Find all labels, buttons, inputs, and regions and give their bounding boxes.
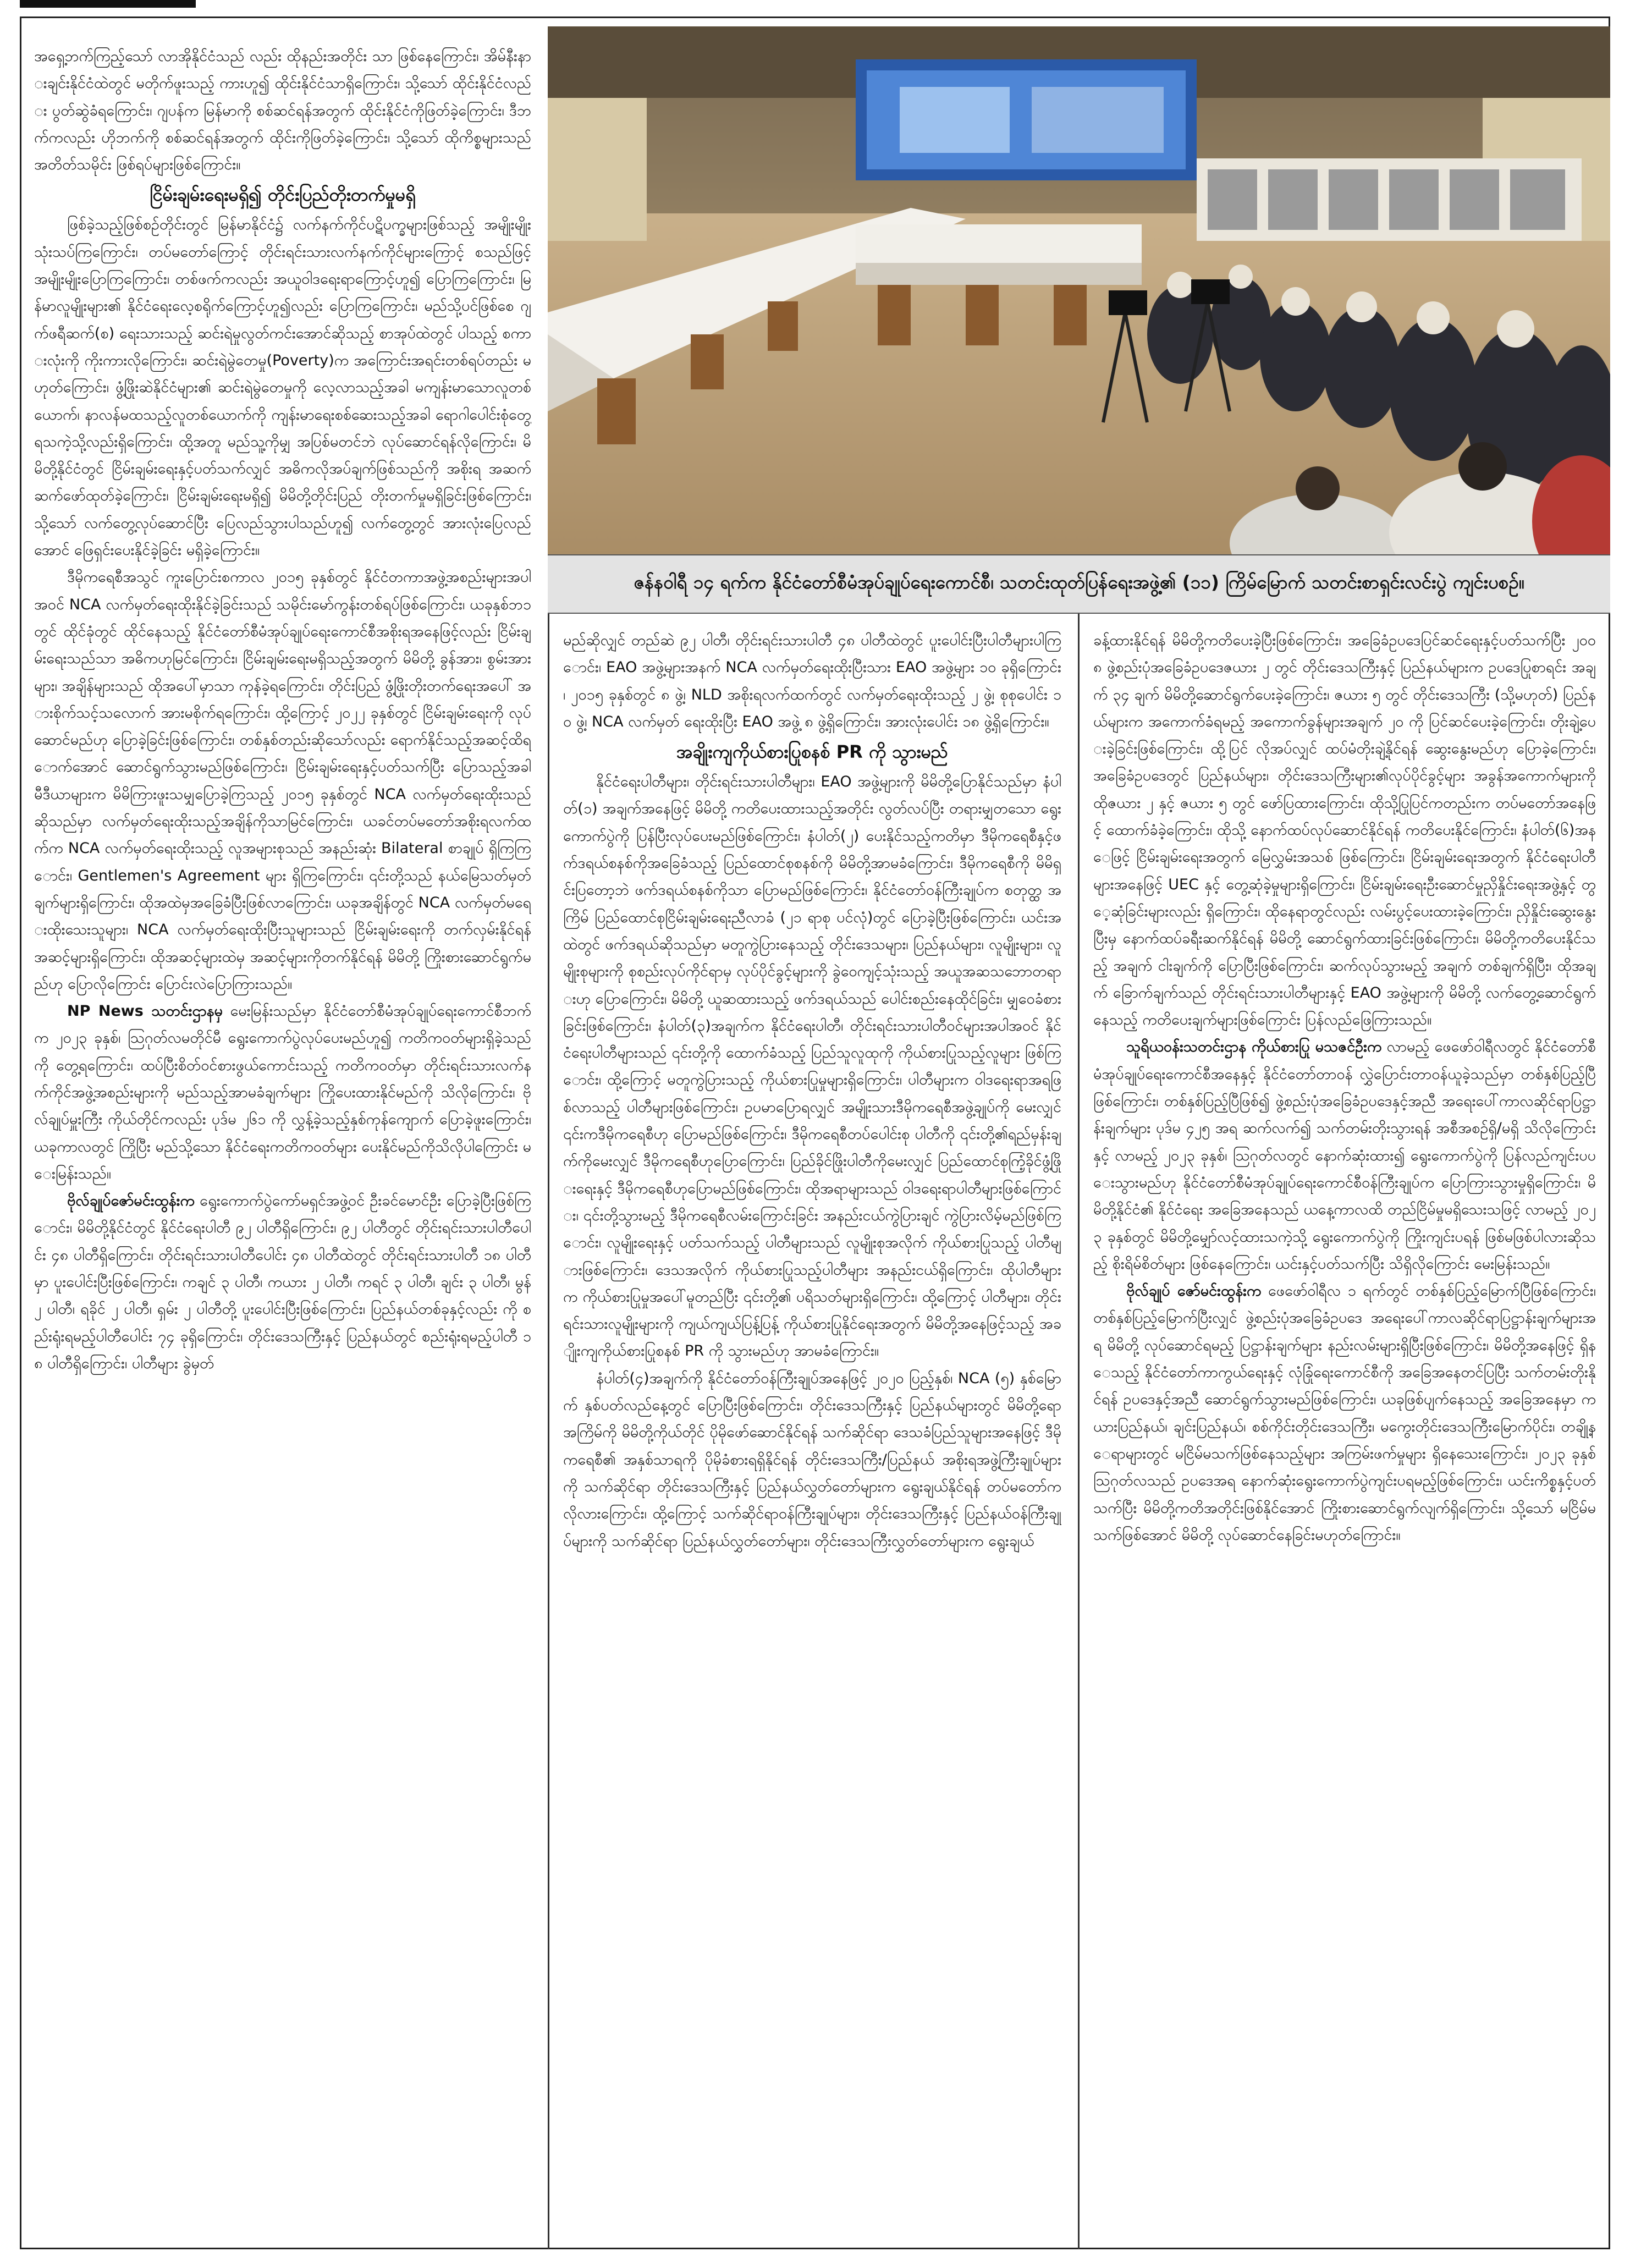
col1-paragraph-1: အရှေ့ဘက်ကြည့်သော် လာအိုနိုင်ငံသည် လည်း ထိုနည်းအတိုင်း သာ ဖြစ်နေကြောင်း၊ အိမ်နီးနားချင်းနိုင်ငံထဲတွင် မတိုက်ဖူးသည့် ကားဟူ၍ ထိုင်းနိုင်ငံသာရှိကြောင်း၊ သို့သော် ထိုင်းနိုင်ငံလည်း ပွတ်ဆွဲခံရကြောင်း၊ ဂျပန်က မြန်မာကို စစ်ဆင်ရန်အတွက် ထိုင်းနိုင်ငံကိုဖြတ်ခဲ့ကြောင်း၊ ဒီဘက်ကလည်း ဟိုဘက်ကို စစ်ဆင်ရန်အတွက် ထိုင်းကိုဖြတ်ခဲ့ကြောင်း၊ သို့သော် ထိုကိစ္စများသည် အတိတ်သမိုင်း ဖြစ်ရပ်များဖြစ်ကြောင်း။: [34, 48, 531, 174]
photo-caption: ဇန်နဝါရီ ၁၄ ရက်က နိုင်ငံတော်စီမံအုပ်ချုပ်ရေးကောင်စီ၊ သတင်းထုတ်ပြန်ရေးအဖွဲ့၏ (၁၁) ကြိမ်မြောက် သတင်းစာရှင်းလင်းပွဲ ကျင်းပစဉ်။: [634, 571, 1524, 593]
col1-paragraph-3: ဒီမိုကရေစီအသွင် ကူးပြောင်းစကာလ ၂၀၁၅ ခုနှစ်တွင် နိုင်ငံတကာအဖွဲ့အစည်းများအပါအဝင် NCA လက်မှတ်ရေးထိုးနိုင်ခဲ့ခြင်းသည် သမိုင်းမော်ကွန်းတစ်ရပ်ဖြစ်ကြောင်း၊ ယခုနှစ်ဘ၁ တွင် ထိုင်ခုံတွင် ထိုင်နေသည့် နိုင်ငံတော်စီမံအုပ်ချုပ်ရေးကောင်စီအစိုးရအနေဖြင့်လည်း ငြိမ်းချမ်းရေးသည်သာ အဓိကဟုမြင်ကြောင်း၊ ငြိမ်းချမ်းရေးမရှိသည့်အတွက် မိမိတို့ ခွန်အား၊ စွမ်းအားများ၊ အချိန်များသည် ထိုအပေါ်မှာသာ ကုန်ခဲ့ရကြောင်း၊ တိုင်းပြည် ဖွံ့ဖြိုးတိုးတက်ရေးအပေါ် အားစိုက်သင့်သလောက် အားမစိုက်ရကြောင်း၊ ထို့ကြောင့် ၂၀၂၂ ခုနှစ်တွင် ငြိမ်းချမ်းရေးကို လုပ်ဆောင်မည်ဟု ပြောခဲ့ခြင်းဖြစ်ကြောင်း၊ တစ်နှစ်တည်းဆိုသော်လည်း ရောက်နိုင်သည့်အဆင့်ထိရောက်အောင် ဆောင်ရွက်သွားမည်ဖြစ်ကြောင်း၊ ငြိမ်းချမ်းရေးနှင့်ပတ်သက်ပြီး ပြောသည့်အခါ မီဒီယာများက မိမိကြားဖူးသမျှပြောခဲ့ကြသည့် ၂၀၁၅ ခုနှစ်တွင် NCA လက်မှတ်ရေးထိုးသည်ဆိုသည်မှာ လက်မှတ်ရေးထိုးသည့်အချိန်ကိုသာမြင်ကြောင်း၊ ယခင်တပ်မတော်အစိုးရလက်ထက်က NCA လက်မှတ်ရေးထိုးသည့် လူအများစုသည် အနည်းဆုံး Bilateral စာချုပ် ရှိကြကြောင်း၊ Gentlemen's Agreement များ ရှိကြကြောင်း၊ ၎င်းတို့သည် နယ်မြေသတ်မှတ်ချက်များရှိကြောင်း၊ ထိုအထဲမှအခြေခံပြီးဖြစ်လာကြောင်း၊ ယခုအချိန်တွင် NCA လက်မှတ်မရေးထိုးသေးသူများ၊ NCA လက်မှတ်ရေးထိုးပြီးသူများသည် ငြိမ်းချမ်းရေးကို တက်လှမ်းနိုင်ရန် အဆင့်များရှိကြောင်း၊ ထိုအဆင့်များထဲမှ အဆင့်များကိုတက်နိုင်ရန် မိမိတို့ ကြိုးစားဆောင်ရွက်မည်ဟု ပြောလိုကြောင်း ပြောင်းလဲပြောကြားသည်။: [34, 569, 531, 993]
col2-paragraph-3: နံပါတ်(၄)အချက်ကို နိုင်ငံတော်ဝန်ကြီးချုပ်အနေဖြင့် ၂၀၂၀ ပြည့်နှစ်၊ NCA (၅) နှစ်မြောက် နှစ်ပတ်လည်နေ့တွင် ပြောပြီးဖြစ်ကြောင်း၊ တိုင်းဒေသကြီးနှင့် ပြည်နယ်များတွင် မိမိတို့ရောအကြိမ်ကို မိမိတို့ကိုယ်တိုင် ပိုမိုဖော်ဆောင်နိုင်ရန် သက်ဆိုင်ရာ ဒေသခံပြည်သူများအနေဖြင့် ဒီမိုကရေစီ၏ အနှစ်သာရကို ပိုမိုခံစားရရှိနိုင်ရန် တိုင်းဒေသကြီး/ပြည်နယ် အစိုးရအဖွဲ့ကြီးချုပ်များကို သက်ဆိုင်ရာ တိုင်းဒေသကြီးနှင့် ပြည်နယ်လွှတ်တော်များက ရွေးချယ်နိုင်ရန် တပ်မတော်က လိုလားကြောင်း၊ ထို့ကြောင့် သက်ဆိုင်ရာဝန်ကြီးချုပ်များ၊ တိုင်းဒေသကြီးနှင့် ပြည်နယ်ဝန်ကြီးချုပ်များကို သက်ဆိုင်ရာ ပြည်နယ်လွှတ်တော်များ၊ တိုင်းဒေသကြီးလွှတ်တော်များက ရွေးချယ်: [563, 1369, 1061, 1550]
column-rule-1: [548, 614, 549, 2249]
press-conference-photo: [548, 26, 1610, 554]
article-column-1: [34, 43, 531, 2237]
col3-paragraph-3: [1093, 1278, 1596, 1549]
col2-subheading: အချိုးကျကိုယ်စားပြုစနစ် PR ကို သွားမည်: [676, 741, 948, 763]
col1-paragraph-4-lead: NP News သတင်းဌာနမှ: [67, 1003, 223, 1020]
article-column-2: [563, 627, 1061, 2238]
col1-paragraph-2: ဖြစ်ခဲ့သည့်ဖြစ်စဉ်တိုင်းတွင် မြန်မာနိုင်ငံ၌ လက်နက်ကိုင်ပဋိပက္ခများဖြစ်သည့် အမျိုးမျိုးသုံးသပ်ကြကြောင်း၊ တပ်မတော်ကြောင့် တိုင်းရင်းသားလက်နက်ကိုင်များကြောင့် စသည်ဖြင့် အမျိုးမျိုးပြောကြကြောင်း၊ တစ်ဖက်ကလည်း အယူဝါဒရေးရာကြောင့်ဟူ၍ ပြောကြကြောင်း၊ မြန်မာလူမျိုးများ၏ နိုင်ငံရေးလေ့စရိုက်ကြောင့်ဟူ၍လည်း ပြောကြကြောင်း၊ မည်သို့ပင်ဖြစ်စေ ဂျက်ဖရီဆက်(စ) ရေးသားသည့် ဆင်းရဲမှုလွတ်ကင်းအောင်ဆိုသည့် စာအုပ်ထဲတွင် ပါသည့် စကားလုံးကို ကိုးကားလိုကြောင်း၊ ဆင်းရဲမွဲတေမှု(Poverty)က အကြောင်းအရင်းတစ်ရပ်တည်း မဟုတ်ကြောင်း၊ ဖွံ့ဖြိုးဆဲနိုင်ငံများ၏ ဆင်းရဲမွဲတေမှုကို လေ့လာသည့်အခါ မကျန်းမာသောလူတစ်ယောက်၊ နာလန်မထသည့်လူတစ်ယောက်ကို ကျန်းမာရေးစစ်ဆေးသည့်အခါ ရောဂါပေါင်းစုံတွေ့ရသကဲ့သို့လည်းရှိကြောင်း၊ ထို့အတူ မည်သူ့ကိုမျှ အပြစ်မတင်ဘဲ လုပ်ဆောင်ရန်လိုကြောင်း၊ မိမိတို့နိုင်ငံတွင် ငြိမ်းချမ်းရေးနှင့်ပတ်သက်လျှင် အဓိကလိုအပ်ချက်ဖြစ်သည်ကို အစိုးရ အဆက်ဆက်ဖော်ထုတ်ခဲ့ကြောင်း၊ ငြိမ်းချမ်းရေးမရှိ၍ မိမိတို့တိုင်းပြည် တိုးတက်မှုမရှိခြင်းဖြစ်ကြောင်း၊ သို့သော် လက်တွေ့လုပ်ဆောင်ပြီး ပြေလည်သွားပါသည်ဟူ၍ လက်တွေ့တွင် အားလုံးပြေလည်အောင် ဖြေရှင်းပေးနိုင်ခဲ့ခြင်း မရှိခဲ့ကြောင်း။: [34, 216, 531, 559]
col3-paragraph-2-body: လာမည့် ဖေဖော်ဝါရီလတွင် နိုင်ငံတော်စီမံအုပ်ချုပ်ရေးကောင်စီအနေနှင့် နိုင်ငံတော်တာဝန် လွှဲပြောင်းတာဝန်ယူခဲ့သည်မှာ တစ်နှစ်ပြည့်ပြီဖြစ်ကြောင်း၊ တစ်နှစ်ပြည့်ပြီဖြစ်၍ ဖွဲ့စည်းပုံအခြေခံဥပဒေနှင့်အညီ အရေးပေါ်ကာလဆိုင်ရာပြဋ္ဌာန်းချက်များ ပုဒ်မ ၄၂၅ အရ ဆက်လက်၍ သက်တမ်းတိုးသွားရန် အစီအစဉ်ရှိ/မရှိ သိလိုကြောင်းနှင့် လာမည့် ၂၀၂၃ ခုနှစ်၊ ဩဂုတ်လတွင် နောက်ဆုံးထား၍ ရွေးကောက်ပွဲကို ပြန်လည်ကျင်းပပေးသွားမည်ဟု နိုင်ငံတော်စီမံအုပ်ချုပ်ရေးကောင်စီဝန်ကြီးချုပ်က ပြောကြားသွားမှုရှိကြောင်း၊ မိမိတို့နိုင်ငံ၏ နိုင်ငံရေး အခြေအနေသည် ယနေ့ကာလထိ တည်ငြိမ်မှုမရှိသေးသဖြင့် လာမည့် ၂၀၂၃ ခုနှစ်တွင် မိမိတို့မျှော်လင့်ထားသကဲ့သို့ ရွေးကောက်ပွဲကို ကြိုးကျင်းပရန် ဖြစ်မဖြစ်ပါလားဆိုသည့် စိုးရိမ်စိတ်များ ဖြစ်နေကြောင်း၊ ယင်းနှင့်ပတ်သက်ပြီး သိရှိလိုကြောင်း မေးမြန်းသည်။: [1093, 1038, 1596, 1273]
col3-paragraph-2: [1093, 1033, 1596, 1278]
column-rule-2: [1078, 614, 1080, 2249]
col2-paragraph-1: မည်ဆိုလျှင် တည်ဆဲ ၉၂ ပါတီ၊ တိုင်းရင်းသားပါတီ ၄၈ ပါတီထဲတွင် ပူးပေါင်းပြီးပါတီများပါကြောင်း၊ EAO အဖွဲ့များအနက် NCA လက်မှတ်ရေးထိုးပြီးသား EAO အဖွဲ့များ ၁၀ ခုရှိကြောင်း၊ ၂၀၁၅ ခုနှစ်တွင် ၈ ဖွဲ့၊ NLD အစိုးရလက်ထက်တွင် လက်မှတ်ရေးထိုးသည့် ၂ ဖွဲ့၊ စုစုပေါင်း ၁၀ ဖွဲ့၊ NCA လက်မှတ် ရေးထိုးပြီး EAO အဖွဲ့ ၈ ဖွဲ့ရှိကြောင်း၊ အားလုံးပေါင်း ၁၈ ဖွဲ့ရှိကြောင်း။: [563, 632, 1061, 730]
col1-subheading: ငြိမ်းချမ်းရေးမရှိ၍ တိုင်းပြည်တိုးတက်မှုမရှိ: [150, 184, 416, 206]
col3-paragraph-1: ခန့်ထားနိုင်ရန် မိမိတို့ကတိပေးခဲ့ပြီးဖြစ်ကြောင်း၊ အခြေခံဥပဒေပြင်ဆင်ရေးနှင့်ပတ်သက်ပြီး ၂၀၀၈ ဖွဲ့စည်းပုံအခြေခံဥပဒေဇယား ၂ တွင် တိုင်းဒေသကြီးနှင့် ပြည်နယ်များက ဥပဒေပြုစာရင်း အချက် ၃၄ ချက် မိမိတို့ဆောင်ရွက်ပေးခဲ့ကြောင်း၊ ဇယား ၅ တွင် တိုင်းဒေသကြီး (သို့မဟုတ်) ပြည်နယ်များက အကောက်ခံရမည့် အကောက်ခွန်များအချက် ၂၀ ကို ပြင်ဆင်ပေးခဲ့ကြောင်း၊ တိုးချဲ့ပေးခဲ့ခြင်းဖြစ်ကြောင်း၊ ထို့ပြင် လိုအပ်လျှင် ထပ်မံတိုးချဲ့နိုင်ရန် ဆွေးနွေးမည်ဟု ပြောခဲ့ကြောင်း၊ အခြေခံဥပဒေတွင် ပြည်နယ်များ၊ တိုင်းဒေသကြီးများ၏လုပ်ပိုင်ခွင့်များ အခွန်အကောက်များကို ထိုဇယား ၂ နှင့် ဇယား ၅ တွင် ဖော်ပြထားကြောင်း၊ ထိုသို့ပြုပြင်ကတည်းက တပ်မတော်အနေဖြင့် ထောက်ခံခဲ့ကြောင်း၊ ထိုသို့ နောက်ထပ်လုပ်ဆောင်နိုင်ရန် ကတိပေးနိုင်ကြောင်း၊ နံပါတ်(၆)အနေဖြင့် ငြိမ်းချမ်းရေးအတွက် မြေလွှမ်းအသစ် ဖြစ်ကြောင်း၊ ငြိမ်းချမ်းရေးအတွက် နိုင်ငံရေးပါတီများအနေဖြင့် UEC နှင့် တွေ့ဆုံခဲ့မှုများရှိကြောင်း၊ ငြိမ်းချမ်းရေးဦးဆောင်မှုညှိနှိုင်းရေးအဖွဲ့နှင့် တွေ့ဆုံခြင်းများလည်း ရှိကြောင်း၊ ထိုနေရာတွင်လည်း လမ်းပွင့်ပေးထားခဲ့ကြောင်း၊ ညှိနှိုင်းဆွေးနွေးပြီးမှ နောက်ထပ်ခရီးဆက်နိုင်ရန် မိမိတို့ ဆောင်ရွက်ထားခြင်းဖြစ်ကြောင်း၊ မိမိတို့ကတိပေးနိုင်သည့် အချက် ငါးချက်ကို ပြောပြီးဖြစ်ကြောင်း၊ ဆက်လုပ်သွားမည့် အချက် တစ်ချက်ရှိပြီး၊ ထိုအချက် ခြောက်ချက်သည် တိုင်းရင်းသားပါတီများနှင့် EAO အဖွဲ့များကို မိမိတို့ လက်တွေ့ဆောင်ရွက်နေသည့် ကတိပေးချက်များဖြစ်ကြောင်း ပြန်လည်ဖြေကြားသည်။: [1093, 632, 1596, 1029]
col2-paragraph-2: နိုင်ငံရေးပါတီများ၊ တိုင်းရင်းသားပါတီများ၊ EAO အဖွဲ့များကို မိမိတို့ပြောနိုင်သည်မှာ နံပါတ်(၁) အချက်အနေဖြင့် မိမိတို့ ကတိပေးထားသည့်အတိုင်း လွတ်လပ်ပြီး တရားမျှတသော ရွေးကောက်ပွဲကို ပြန်ပြီးလုပ်ပေးမည်ဖြစ်ကြောင်း၊ နံပါတ်(၂) ပေးနိုင်သည့်ကတိမှာ ဒီမိုကရေစီနှင့်ဖက်ဒရယ်စနစ်ကိုအခြေခံသည့် ပြည်ထောင်စုစနစ်ကို မိမိတို့အာမခံကြောင်း၊ ဒီမိုကရေစီကို မိမိရှင်းပြတော့ဘဲ ဖက်ဒရယ်စနစ်ကိုသာ ပြောမည်ဖြစ်ကြောင်း၊ နိုင်ငံတော်ဝန်ကြီးချုပ်က စတုတ္ထ အကြိမ် ပြည်ထောင်စုငြိမ်းချမ်းရေးညီလာခံ (၂၁ ရာစု ပင်လုံ)တွင် ပြောခဲ့ပြီးဖြစ်ကြောင်း၊ ယင်းအထဲတွင် ဖက်ဒရယ်ဆိုသည်မှာ မတူကွဲပြားနေသည့် တိုင်းဒေသများ၊ ပြည်နယ်များ၊ လူမျိုးများ၊ လူမျိုးစုများကို စုစည်းလုပ်ကိုင်ရာမှ လုပ်ပိုင်ခွင့်များကို ခွဲဝေကျင့်သုံးသည့် အယူအဆသဘောတရားဟု ပြောကြောင်း၊ မိမိတို့ ယူဆထားသည့် ဖက်ဒရယ်သည် ပေါင်းစည်းနေထိုင်ခြင်း၊ မျှဝေခံစားခြင်းဖြစ်ကြောင်း၊ နံပါတ်(၃)အချက်က နိုင်ငံရေးပါတီ၊ တိုင်းရင်းသားပါတီဝင်များအပါအဝင် နိုင်ငံရေးပါတီများသည် ၎င်းတို့ကို ထောက်ခံသည့် ပြည်သူလူထုကို ကိုယ်စားပြုသည့်လူများ ဖြစ်ကြောင်း၊ ထို့ကြောင့် မတူကွဲပြားသည့် ကိုယ်စားပြုမှုများရှိကြောင်း၊ ပါတီများက ဝါဒရေးရာအရဖြစ်လာသည့် ပါတီများဖြစ်ကြောင်း၊ ဥပမာပြောရလျှင် အမျိုးသားဒီမိုကရေစီအဖွဲ့ချုပ်ကို မေးလျှင် ၎င်းကဒီမိုကရေစီဟု ပြောမည်ဖြစ်ကြောင်း၊ ဒီမိုကရေစီတပ်ပေါင်းစု ပါတီကို ၎င်းတို့၏ရည်မှန်းချက်ကိုမေးလျှင် ဒီမိုကရေစီဟုပြောကြောင်း၊ ပြည်ခိုင်ဖြိုးပါတီကိုမေးလျှင် ပြည်ထောင်စုကြံ့ခိုင်ဖွံ့ဖြိုးရေးနှင့် ဒီမိုကရေစီဟုပြောမည်ဖြစ်ကြောင်း၊ ထိုအရာများသည် ဝါဒရေးရာပါတီများဖြစ်ကြောင်း၊ ၎င်းတို့သွားမည့် ဒီမိုကရေစီလမ်းကြောင်းခြင်း အနည်းငယ်ကွဲပြားချင် ကွဲပြားလိမ့်မည်ဖြစ်ကြောင်း၊ လူမျိုးရေးနှင့် ပတ်သက်သည့် ပါတီများသည် လူမျိုးစုအလိုက် ကိုယ်စားပြုသည့် ပါတီများဖြစ်ကြောင်း၊ ဒေသအလိုက် ကိုယ်စားပြုသည့်ပါတီများ အနည်းငယ်ရှိကြောင်း၊ ထိုပါတီများက ကိုယ်စားပြုမှုအပေါ်မူတည်ပြီး ၎င်းတို့၏ ပရိသတ်များရှိကြောင်း၊ ထို့ကြောင့် ပါတီများ၊ တိုင်းရင်းသားလူမျိုးများကို ကျယ်ကျယ်ပြန့်ပြန့် ကိုယ်စားပြုနိုင်ရေးအတွက် မိမိတို့အနေဖြင့်သည့် အချိုးကျကိုယ်စားပြုစနစ် PR ကို သွားမည်ဟု အာမခံကြောင်း။: [563, 773, 1061, 1360]
col1-paragraph-5-lead: ဗိုလ်ချုပ်ဇော်မင်းထွန်းက: [67, 1192, 195, 1210]
col1-paragraph-4: [34, 998, 531, 1187]
col1-paragraph-5: [34, 1187, 531, 1377]
col1-paragraph-4-body: မေးမြန်းသည်မှာ နိုင်ငံတော်စီမံအုပ်ချုပ်ရေးကောင်စီဘက်က ၂၀၂၃ ခုနှစ်၊ ဩဂုတ်လမတိုင်မီ ရွေးကောက်ပွဲလုပ်ပေးမည်ဟူ၍ ကတိကဝတ်များရှိခဲ့သည်ကို တွေ့ရကြောင်း၊ ထပ်ပြီးစိတ်ဝင်စားဖွယ်ကောင်းသည့် ကတိကဝတ်မှာ တိုင်းရင်းသားလက်နက်ကိုင်အဖွဲ့အစည်းများကို မည်သည့်အာမခံချက်များ ကြိုပေးထားနိုင်မည်ကို သိလိုကြောင်း၊ ဗိုလ်ချုပ်မှူးကြီး ကိုယ်တိုင်ကလည်း ပုဒ်မ ၂၆၁ ကို လွှန့်ခဲ့သည့်နှစ်ကုန်ကျောက် ပြောခဲ့ဖူးကြောင်း၊ ယခုကာလတွင် ကြိုပြီး မည်သို့သော နိုင်ငံရေးကတိကဝတ်များ ပေးနိုင်မည်ကိုသိလိုပါကြောင်း မေးမြန်းသည်။: [34, 1003, 531, 1182]
col1-paragraph-5-body: ရွေးကောက်ပွဲကော်မရှင်အဖွဲ့ဝင် ဦးခင်မောင်ဦး ပြောခဲ့ပြီးဖြစ်ကြောင်း၊ မိမိတို့နိုင်ငံတွင် နိုင်ငံရေးပါတီ ၉၂ ပါတီရှိကြောင်း၊ ၉၂ ပါတီတွင် တိုင်းရင်းသားပါတီပေါင်း ၄၈ ပါတီရှိကြောင်း၊ တိုင်းရင်းသားပါတီပေါင်း ၄၈ ပါတီထဲတွင် တိုင်းရင်းသားပါတီ ၁၈ ပါတီမှာ ပူးပေါင်းပြီးဖြစ်ကြောင်း၊ ကချင် ၃ ပါတီ၊ ကယား ၂ ပါတီ၊ ကရင် ၃ ပါတီ၊ ချင်း ၃ ပါတီ၊ မွန် ၂ ပါတီ၊ ရခိုင် ၂ ပါတီ၊ ရှမ်း ၂ ပါတီတို့ ပူးပေါင်းပြီးဖြစ်ကြောင်း၊ ပြည်နယ်တစ်ခုနှင့်လည်း ကို စည်းရုံးရမည့်ပါတီပေါင်း ၇၄ ခုရှိကြောင်း၊ တိုင်းဒေသကြီးနှင့် ပြည်နယ်တွင် စည်းရုံးရမည့်ပါတီ ၁၈ ပါတီရှိကြောင်း၊ ပါတီများ ခွဲမှတ်: [34, 1192, 531, 1372]
photo-illustration: [548, 26, 1610, 554]
photo-caption-bar: [548, 554, 1610, 614]
col3-paragraph-3-body: ဖေဖော်ဝါရီလ ၁ ရက်တွင် တစ်နှစ်ပြည့်မြောက်ပြီဖြစ်ကြောင်း၊ တစ်နှစ်ပြည့်မြောက်ပြီးလျှင် ဖွဲ့စည်းပုံအခြေခံဥပဒေ အရေးပေါ်ကာလဆိုင်ရာပြဋ္ဌာန်းချက်များအရ မိမိတို့ လုပ်ဆောင်ရမည့် ပြဋ္ဌာန်းချက်များ နည်းလမ်းများရှိပြီးဖြစ်ကြောင်း၊ မိမိတို့အနေဖြင့် ရှိနေသည့် နိုင်ငံတော်ကာကွယ်ရေးနှင့် လုံခြုံရေးကောင်စီကို အခြေအနေတင်ပြပြီး သက်တမ်းတိုးနိုင်ရန် ဥပဒေနှင့်အညီ ဆောင်ရွက်သွားမည်ဖြစ်ကြောင်း၊ ယခုဖြစ်ပျက်နေသည့် အခြေအနေမှာ ကယားပြည်နယ်၊ ချင်းပြည်နယ်၊ စစ်ကိုင်းတိုင်းဒေသကြီး၊ မကွေးတိုင်းဒေသကြီးမြောက်ပိုင်း၊ တချို့နေရာများတွင် မငြိမ်မသက်ဖြစ်နေသည့်များ အကြမ်းဖက်မှုများ ရှိနေသေးကြောင်း၊ ၂၀၂၃ ခုနှစ် ဩဂုတ်လသည် ဥပဒေအရ နောက်ဆုံးရွေးကောက်ပွဲကျင်းပရမည့်ဖြစ်ကြောင်း၊ ယင်းကိစ္စနှင့်ပတ်သက်ပြီး မိမိတို့ကတိအတိုင်းဖြစ်နိုင်အောင် ကြိုးစားဆောင်ရွက်လျက်ရှိကြောင်း၊ သို့သော် မငြိမ်မသက်ဖြစ်အောင် မိမိတို့ လုပ်ဆောင်နေခြင်းမဟုတ်ကြောင်း။: [1093, 1282, 1596, 1544]
col3-paragraph-3-lead: ဗိုလ်ချုပ် ဇော်မင်းထွန်းက: [1126, 1282, 1262, 1300]
article-column-3: [1093, 627, 1596, 2238]
top-edge-mark: [20, 0, 196, 8]
col3-paragraph-2-lead: သူရိယဝန်းသတင်းဌာန ကိုယ်စားပြု မသဇင်ဦးက: [1126, 1038, 1382, 1056]
